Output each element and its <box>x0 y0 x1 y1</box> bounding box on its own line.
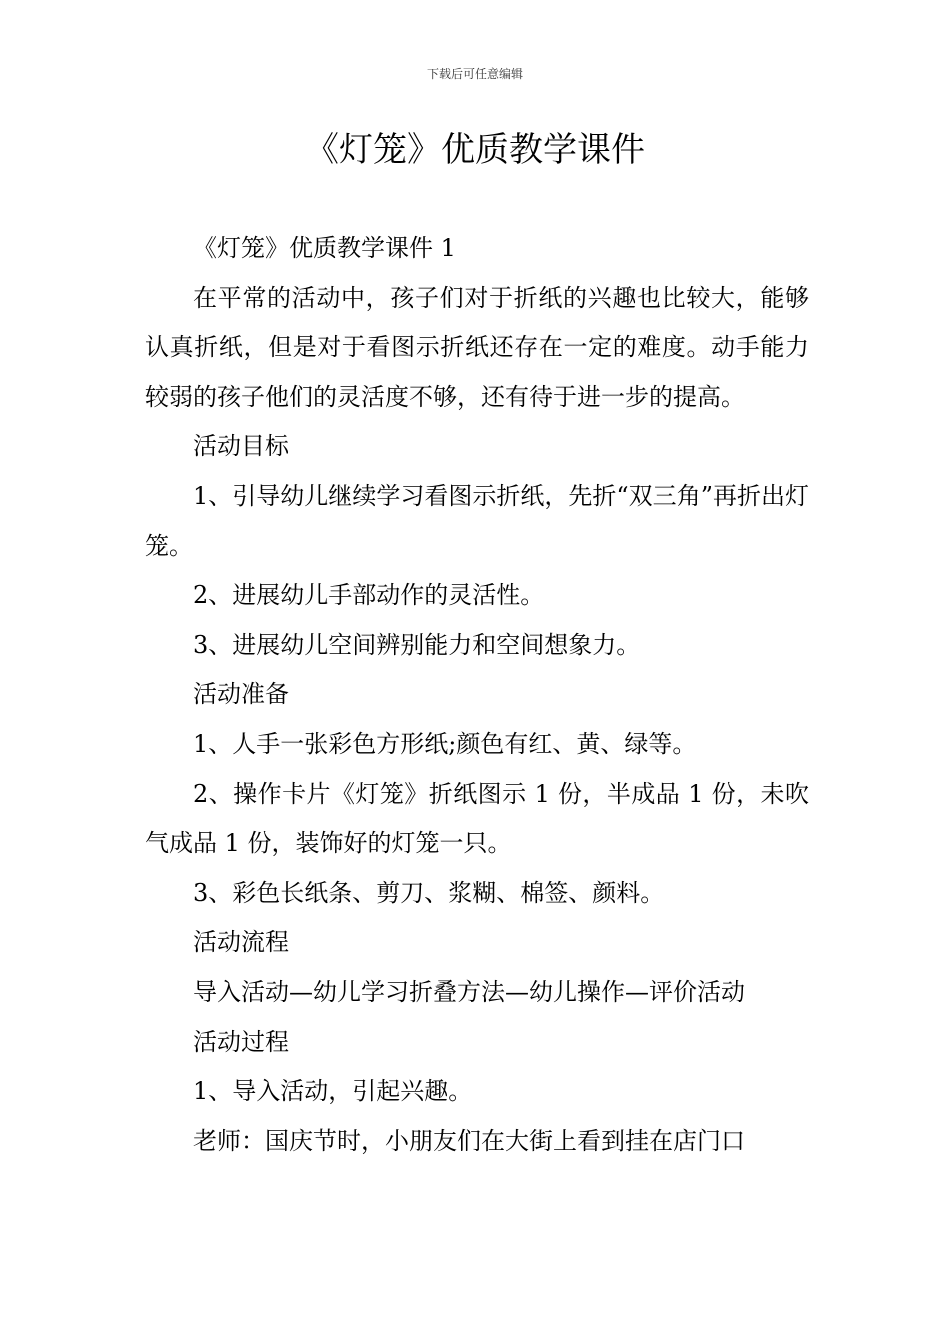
document-body <box>145 224 809 1166</box>
paragraph-preparation-3: 3、彩色长纸条、剪刀、浆糊、棉签、颜料。 <box>193 878 665 907</box>
paragraph-heading-process: 活动过程 <box>193 1027 289 1056</box>
paragraph-goal-1: 1、引导幼儿继续学习看图示折纸，先折“双三角”再折出灯笼。 <box>145 481 809 560</box>
paragraph-heading-goals: 活动目标 <box>193 432 289 461</box>
paragraph-intro: 在平常的活动中，孩子们对于折纸的兴趣也比较大，能够认真折纸，但是对于看图示折纸还存在一定的难度。动手能力较弱的孩子他们的灵活度不够，还有待于进一步的提高。 <box>145 283 809 411</box>
paragraph-heading-flow: 活动流程 <box>193 928 289 957</box>
paragraph-preparation-2: 2、操作卡片《灯笼》折纸图示 1 份，半成品 1 份，未吹气成品 1 份，装饰好的灯笼一只。 <box>145 779 809 858</box>
paragraph-goal-2: 2、进展幼儿手部动作的灵活性。 <box>193 581 545 610</box>
paragraph-preparation-1: 1、人手一张彩色方形纸;颜色有红、黄、绿等。 <box>193 729 697 758</box>
paragraph-goal-3: 3、进展幼儿空间辨别能力和空间想象力。 <box>193 630 641 659</box>
document-title: 《灯笼》优质教学课件 <box>305 130 645 170</box>
paragraph-heading-preparation: 活动准备 <box>193 680 289 709</box>
paragraph-flow: 导入活动—幼儿学习折叠方法—幼儿操作—评价活动 <box>193 977 745 1006</box>
header-note: 下载后可任意编辑 <box>426 67 523 81</box>
paragraph-process-1: 1、导入活动，引起兴趣。 <box>193 1077 473 1106</box>
paragraph-teacher-line: 老师：国庆节时，小朋友们在大街上看到挂在店门口 <box>193 1126 745 1155</box>
paragraph-section-title: 《灯笼》优质教学课件 1 <box>193 234 456 262</box>
